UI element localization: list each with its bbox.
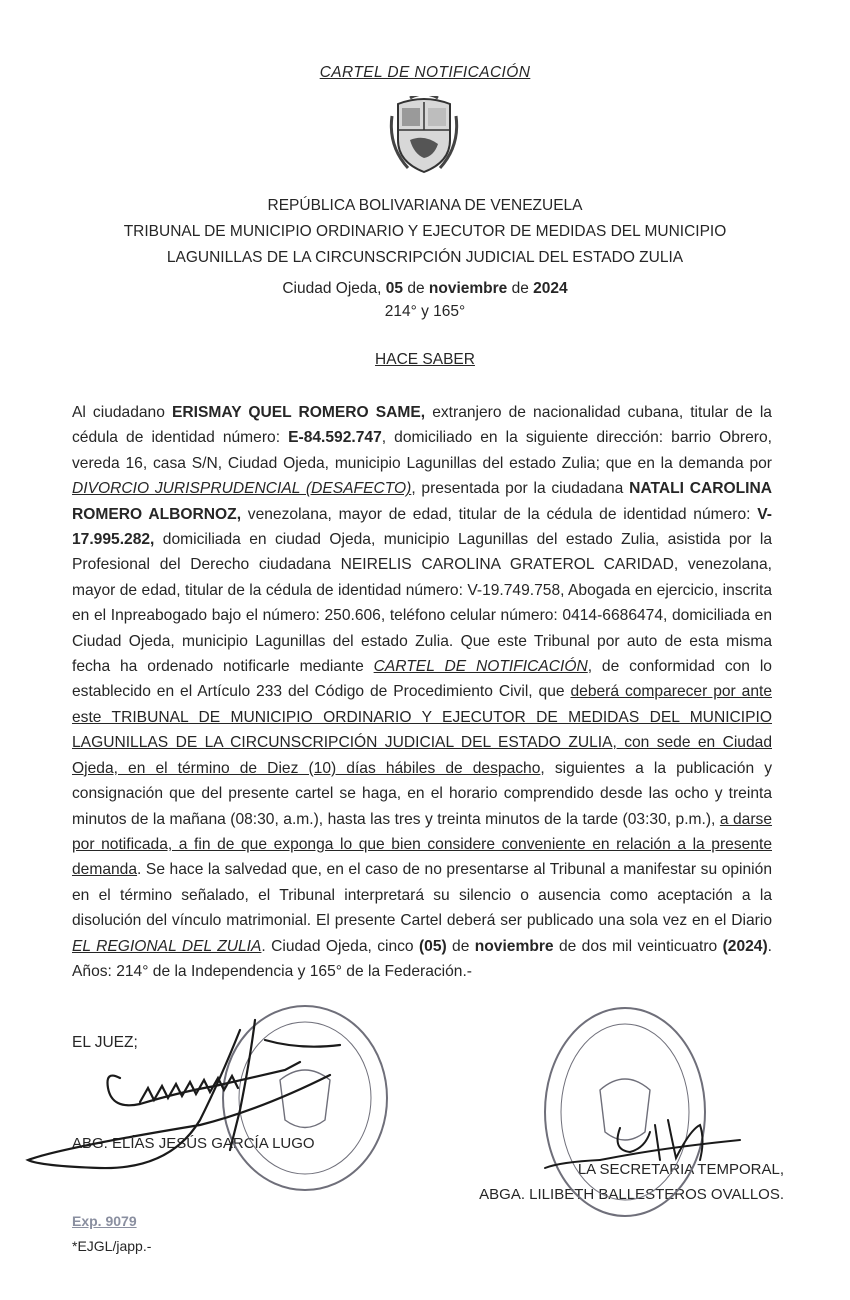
judge-stamp-icon [223,1006,387,1190]
initials: *EJGL/japp.- [72,1238,152,1254]
file-number: Exp. 9079 [72,1213,137,1229]
coat-of-arms-icon [388,96,460,176]
header-line-jurisdiction: LAGUNILLAS DE LA CIRCUNSCRIPCIÓN JUDICIAL DEL ESTADO ZULIA [166,249,684,266]
notification-purpose: a darse por notificada, a fin de que exponga lo que bien considere conveniente en relación a la presente demanda [72,810,772,879]
notice-body: Al ciudadano ERISMAY QUEL ROMERO SAME, extranjero de nacionalidad cubana, titular de la cédula de identidad número: E-84.592.747, domiciliado en la siguiente dirección: barrio Obrero, vereda 16, casa S/N, Ciudad Ojeda, municipio Lagunillas del estado Zulia; que en la demanda por DIVORCIO JURISPRUDENCIAL (DESAFECTO), presentada por la ciudadana NATALI CAROLINA ROMERO ALBORNOZ, venezolana, mayor de edad, titular de la cédula de identidad número: V-17.995.282, domiciliada en ciudad Ojeda, municipio Lagunillas del estado Zulia, asistida por la Profesional del Derecho ciudadana NEIRELIS CAROLINA GRATEROL CARIDAD, venezolana, mayor de edad, titular de la cédula de identidad número: V-19.749.758, Abogada en ejercicio, inscrita en el Inpreabogado bajo el número: 250.606, teléfono celular número: 0414-6686474, domiciliada en Ciudad Ojeda, municipio Lagunillas del estado Zulia. Que este Tribunal por auto de esta misma fecha ha ordenado notificarle mediante CARTEL DE NOTIFICACIÓN, de conformidad con lo establecido en el Artículo 233 del Código de Procedimiento Civil, que deberá comparecer por ante este TRIBUNAL DE MUNICIPIO ORDINARIO Y EJECUTOR DE MEDIDAS DEL MUNICIPIO LAGUNILLAS DE LA CIRCUNSCRIPCIÓN JUDICIAL DEL ESTADO ZULIA, con sede en Ciudad Ojeda, en el término de Diez (10) días hábiles de despacho, siguientes a la publicación y consignación que del presente cartel se haga, en el horario comprendido desde las ocho y treinta minutos de la mañana (08:30, a.m.), hasta las tres y treinta minutos de la tarde (03:30, p.m.), a darse por notificada, a fin de que exponga lo que bien considere conveniente en relación a la presente demanda. Se hace la salvedad que, en el caso de no presentarse al Tribunal a manifestar su opinión en el término señalado, el Tribunal interpretará su silencio o ausencia como aceptación a la disolución del vínculo matrimonial. El presente Cartel deberá ser publicado una sola vez en el Diario EL REGIONAL DEL ZULIA. Ciudad Ojeda, cinco (05) de noviembre de dos mil veinticuatro (2024). Años: 214° de la Independencia y 165° de la Federación.- [72,404,773,980]
document-title: CARTEL DE NOTIFICACIÓN [319,64,531,81]
plaintiff-id: V-17.995.282, [72,505,772,549]
cartel-reference: CARTEL DE NOTIFICACIÓN [373,658,588,676]
respondent-name: ERISMAY QUEL ROMERO SAME, [171,404,426,421]
years-line: 214° y 165° [384,303,466,320]
respondent-id: E-84.592.747 [288,429,382,447]
judge-name: ABG. ELÍAS JESÚS GARCÍA LUGO [72,1135,315,1152]
header-line-tribunal: TRIBUNAL DE MUNICIPIO ORDINARIO Y EJECUTOR DE MEDIDAS DEL MUNICIPIO [123,223,727,240]
date-block [0,277,850,323]
date-line: Ciudad Ojeda, 05 de noviembre de 2024 [282,280,568,297]
hace-saber-heading: HACE SABER [375,351,475,368]
judge-label: EL JUEZ; [72,1034,138,1051]
secretary-stamp-icon [545,1008,705,1216]
case-type: DIVORCIO JURISPRUDENCIAL (DESAFECTO) [72,480,412,498]
secretary-name: ABGA. LILIBETH BALLESTEROS OVALLOS. [479,1186,784,1203]
newspaper-name: EL REGIONAL DEL ZULIA [72,937,262,955]
appearance-requirement: deberá comparecer por ante este TRIBUNAL DE MUNICIPIO ORDINARIO Y EJECUTOR DE MEDIDAS DEL MUNICIPIO LAGUNILLAS DE LA CIRCUNSCRIPCIÓN JUDICIAL DEL ESTADO ZULIA, con sede en Ciudad Ojeda, en el término de Diez (10) días hábiles de despacho [72,683,772,777]
court-header [0,193,850,271]
plaintiff-name: NATALI CAROLINA ROMERO ALBORNOZ, [72,480,772,523]
secretary-title: LA SECRETARIA TEMPORAL, [577,1161,784,1178]
header-line-republic: REPÚBLICA BOLIVARIANA DE VENEZUELA [267,197,583,214]
